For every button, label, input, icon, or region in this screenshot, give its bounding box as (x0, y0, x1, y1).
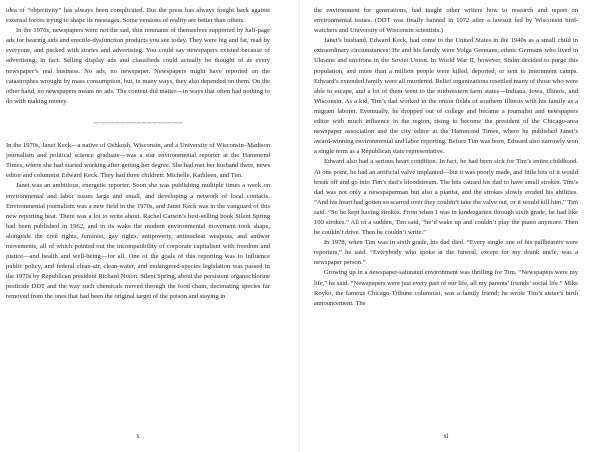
page-number: x (136, 432, 140, 440)
right-page (314, 6, 594, 452)
paragraph: Janet’s husband, Edward Keck, had come to the United States in the 1940s as a small child in extraordinary circumstances: He and his family were Volga Germans, ethnic Germans who lived in Ukraine and environs in the Soviet Union. In World War II, however, Stalin decided to purge this population, and more than a million people were killed, deported, or sent to internment camps. Edward’s extended family were all murdered. Relief organizations resettled many of those who were able to escape, and a lot of them went to the midwestern farm states—Indiana, Iowa, Illinois, and Wisconsin. As a kid, Tim’s dad worked in the onion fields of southern Illinois with his family as a migrant laborer. Eventually, he dropped out of college and became a journalist and newspapers editor with much influence in the region, rising to become the president of the Chicago-area newspaper association and the city editor at the Hammond Times, where he published Janet’s award-winning environmental and labor reporting. Before Tim was born, Edward also narrowly won a single term as a Republican state representative. (314, 37, 578, 156)
section-separator: ~~~~~~~~~~~~~~~~~~~~~~~~ (93, 119, 183, 127)
paragraph: Janet was an ambitious, energetic reporter. Soon she was publishing multiple times a week on environmental and labor issues large and small, and developing a network of local contacts. Environmental journalism was a new field in the 1970s, and Janet Keck was in the vanguard of this new reporting beat. There was a lot to write about. Rachel Carson’s best-selling book Silent Spring had been published in 1962, and in its wake the modern environmental movement took shape, alongside the civil rights, feminist, gay rights, antipoverty, antinuclear weapons, and antiwar movements, all of which pointed out the incompatibility of corporate capitalism with freedom and justice—and health and well-being—for all. One of the goals of this reporting was to influence public policy, and federal clean-air, clean-water, and endangered-species legislation was passed in the 1970s by Republican president Richard Nixon. Silent Spring, about the persistent organochlorine pesticide DDT and the way such chemicals moved through the food chain, decimating species far removed from the ones that had been the original target of the poison and staying in (6, 182, 270, 301)
paragraph: idea of “objectivity” has always been complicated. But the press has always fought back against external forces trying to shape its messages. Some versions of reality are better than others. (6, 7, 270, 25)
gutter (299, 0, 300, 452)
paragraph: the environment for generations, had taught other writers how to research and report on environmental issues. (DDT was finally banned in 1972 after a lawsuit led by Wisconsin bird-watchers and University of Wisconsin scientists.) (314, 7, 578, 35)
paragraph: In the 1970s, newspapers were not the sad, thin remnants of themselves supported by half-page ads for hearing aids and erectile-dysfunction products you see today. They were big and fat, read by everyone, and packed with stories and advertising. You could say newspapers existed because of advertising, in fact. Selling display ads and classifieds could actually be thought of as every newspaper’s real business. No ads, no newspaper. Newspapers might have reported on the catastrophes wrought by mass consumption, but, in many ways, they also depended on them. On the other hand, no newspapers meant no ads. The content did matter—in ways that often had nothing to do with making money. (6, 27, 270, 105)
left-page-body (6, 6, 270, 303)
paragraph: Edward also had a serious heart condition. In fact, he had been sick for Tim’s entire childhood. At one point, he had an artificial valve implanted—but it was poorly made, and little bits of it would break off and go into Tim’s dad’s bloodstream. The bits caused his dad to have small strokes. Tim’s dad was not only a newspaperman but also a pianist, and the strokes slowly eroded his abilities. “And his heart had gotten so scarred over they couldn’t take the valve out, or it would kill him,” Tim said. “So he kept having strokes. From when I was in kindergarten through sixth grade, he had like 100 strokes.” All of a sudden, Tim said, “he’d wake up and couldn’t play the piano anymore. Then he couldn’t drive. Then he couldn’t write.” (314, 158, 578, 237)
paragraph: In the 1970s, Janet Keck—a native of Oshkosh, Wisconsin, and a University of Wisconsin–Madison journalism and political science graduate—was a star environmental reporter at the Hammond Times, where she had started working after getting her degree. She had met her husband there, news editor and columnist Edward Keck. They had three children: Michelle, Kathleen, and Tim. (6, 142, 270, 180)
page-number: xi (443, 432, 449, 440)
left-page (6, 6, 286, 452)
right-page-body (314, 6, 578, 309)
paragraph: Growing up in a newspaper-saturated environment was thrilling for Tim. “Newspapers were my life,” he said. “Newspapers were just every part of our life, all my parents’ friends’ social life.” Mike Royko, the famous Chicago Tribune columnist, was a family friend; he wrote Tim’s sister’s birth announcement. The (314, 269, 578, 307)
paragraph: In 1978, when Tim was in sixth grade, his dad died. “Every single one of his pallbearers were reporters,” he said. “Everybody who spoke at the funeral, except for my drunk uncle, was a newspaper person.” (314, 239, 578, 267)
